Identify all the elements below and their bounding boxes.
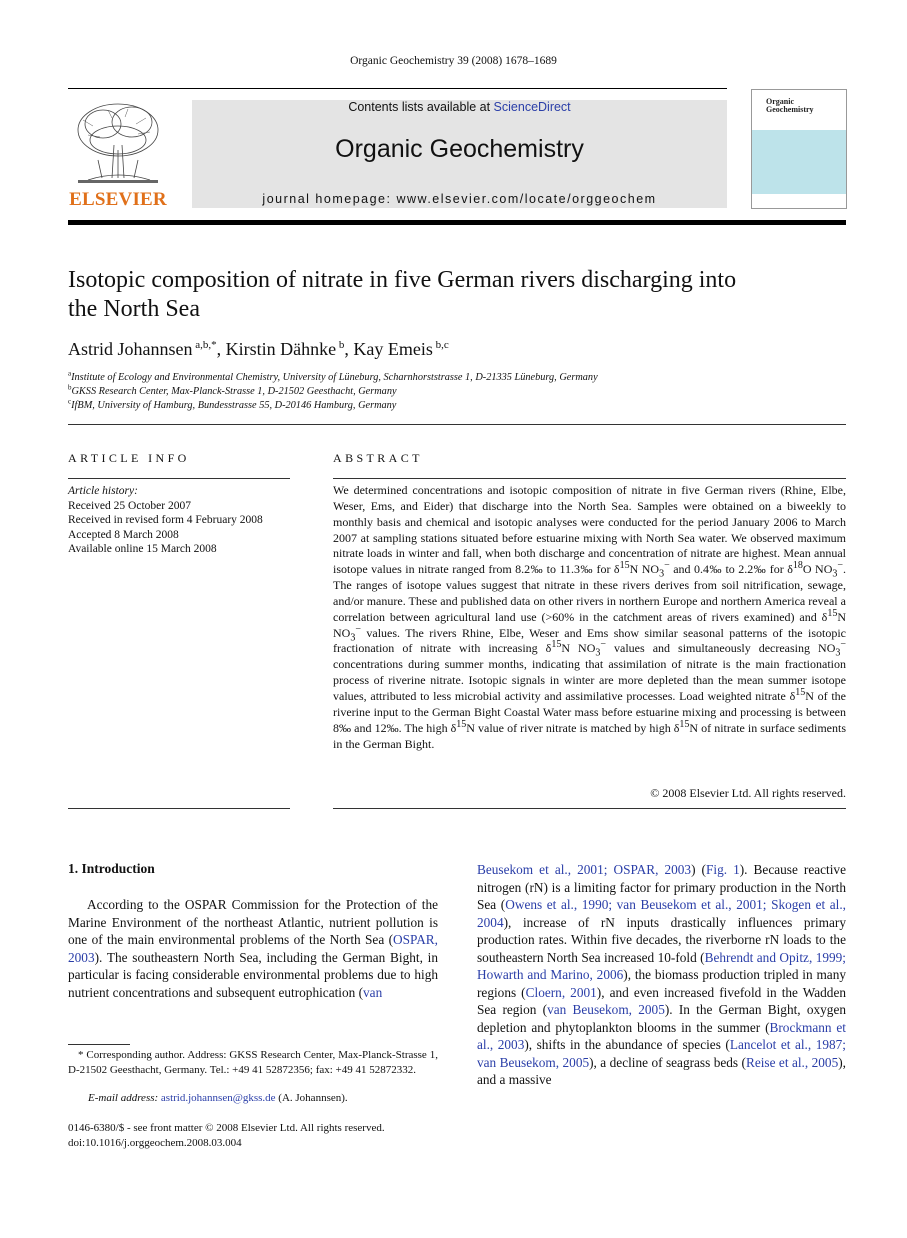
history-revised: Received in revised form 4 February 2008 <box>68 514 263 526</box>
header-top-rule <box>68 88 727 89</box>
author-name: Astrid Johannsen <box>68 339 193 359</box>
author-affiliation-marks: b,c <box>435 339 449 351</box>
intro-left-column: According to the OSPAR Commission for the Protection of the Marine Environment of the northeast Atlantic, nutrient pollution is one of the main environmental problems of the North Sea (OSPAR, 2003). The southeastern North Sea, including the German Bight, in particular is facing considerable environmental problems due to high nutrient concentrations and subsequent eutrophication (van <box>68 897 438 1000</box>
abstract-bottom-rule <box>333 808 846 809</box>
article-info-bottom-rule <box>68 808 290 809</box>
author-affiliation-marks: a,b,* <box>195 339 217 351</box>
citation-link[interactable]: Brockmann et al., 2003 <box>477 1019 846 1052</box>
journal-cover-image <box>751 89 847 209</box>
contents-line <box>192 100 727 114</box>
article-info-heading: ARTICLE INFO <box>68 451 190 465</box>
citation-link[interactable]: Owens et al., 1990; van Beusekom et al., 2001; Skogen et al., 2004 <box>477 897 847 930</box>
journal-title: Organic Geochemistry <box>335 135 584 163</box>
abstract-heading: ABSTRACT <box>333 451 423 465</box>
affiliations-divider <box>68 424 846 425</box>
citation-link[interactable]: Behrendt and Opitz, 1999; Howarth and Marino, 2006 <box>477 949 846 982</box>
citation-link[interactable]: Lancelot et al., 1987; van Beusekom, 2005 <box>477 1037 846 1070</box>
issn-line: 0146-6380/$ - see front matter © 2008 Elsevier Ltd. All rights reserved. <box>68 1122 385 1134</box>
citation-link[interactable]: Reise et al., 2005 <box>745 1054 839 1070</box>
citation-link[interactable]: OSPAR, 2003 <box>68 932 438 965</box>
elsevier-tree-logo <box>68 100 168 188</box>
abstract-rule <box>333 478 846 479</box>
contents-prefix: Contents lists available at <box>348 100 494 114</box>
journal-homepage: journal homepage: www.elsevier.com/locate/orggeochem <box>262 192 657 206</box>
affiliation-b: $^b$GKSS Research Center, Max-Planck-Strasse 1, D-21502 Geesthacht, Germany <box>68 383 397 397</box>
running-header: Organic Geochemistry 39 (2008) 1678–1689 <box>350 55 557 67</box>
history-online: Available online 15 March 2008 <box>68 543 217 555</box>
corresponding-author-footnote: * Corresponding author. Address: GKSS Research Center, Max-Planck-Strasse 1, D-21502 Geesthacht, Germany. Tel.: +49 41 52872356; fax: +49 41 52872332. <box>68 1049 438 1076</box>
author-name: Kay Emeis <box>353 339 433 359</box>
author-affiliation-marks: b <box>338 339 345 351</box>
cover-title: Organic Geochemistry <box>766 97 814 114</box>
header-bottom-rule <box>68 220 846 225</box>
doi-line: doi:10.1016/j.orggeochem.2008.03.004 <box>68 1137 242 1149</box>
footnote-rule <box>68 1044 130 1045</box>
introduction-heading: 1. Introduction <box>68 861 155 876</box>
abstract-copyright: © 2008 Elsevier Ltd. All rights reserved. <box>650 786 846 800</box>
history-accepted: Accepted 8 March 2008 <box>68 528 179 541</box>
figure-link[interactable]: Fig. 1 <box>705 862 740 877</box>
intro-right-column: Beusekom et al., 2001; OSPAR, 2003) (Fig. 1). Because reactive nitrogen (rN) is a limiting factor for primary production in the North Sea (Owens et al., 1990; van Beusekom et al., 2001; Skogen et al., 2004), increase of rN inputs drastically influences primary production rates. Within five decades, the riverborne rN loads to the southeastern North Sea increased 10-fold (Behrendt and Opitz, 1999; Howarth and Marino, 2006), the biomass production tripled in many regions (Cloern, 2001), and even increased fivefold in the Wadden Sea region (van Beusekom, 2005). In the German Bight, oxygen depletion and phytoplankton blooms in the summer (Brockmann et al., 2003), shifts in the abundance of species (Lancelot et al., 1987; van Beusekom, 2005), a decline of seagrass beds (Reise et al., 2005), and a massive <box>477 862 847 1087</box>
article-history <box>68 484 263 557</box>
citation-link[interactable]: Cloern, 2001 <box>525 984 597 1000</box>
affiliation-c: $^c$IfBM, University of Hamburg, Bundesstrasse 55, D-20146 Hamburg, Germany <box>68 397 397 411</box>
affiliation-a: $^a$Institute of Ecology and Environmental Chemistry, University of Lüneburg, Scharnhorststrasse 1, D-21335 Lüneburg, Germany <box>68 369 598 383</box>
email-link[interactable]: astrid.johannsen@gkss.de <box>160 1092 276 1104</box>
author-list: Astrid Johannsen $^{a,b,*}$, Kirstin Dähnke $^b$, Kay Emeis $^{b,c}$ <box>68 339 449 359</box>
article-title: Isotopic composition of nitrate in five German rivers discharging into the North Sea <box>68 267 737 322</box>
article-info-rule <box>68 478 290 479</box>
citation-link[interactable]: van <box>363 984 383 1000</box>
citation-link[interactable]: van Beusekom, 2005 <box>547 1002 665 1017</box>
history-received: Received 25 October 2007 <box>68 499 191 512</box>
author-name: Kirstin Dähnke <box>225 339 337 359</box>
abstract-text: We determined concentrations and isotopic composition of nitrate in five German rivers (Rhine, Elbe, Weser, Ems, and Eider) that discharge into the North Sea. Samples were obtained on a biweekly to monthly basis and chemical and isotopic analyses were conducted for the period January 2006 to March 2007 at sampling stations situated before estuarine mixing with North Sea water. We observed maximum nitrate loads in winter and fall, when both discharge and concentration of nitrate are highest. Mean annual isotope values in nitrate ranged from 8.2‰ to 11.3‰ for $\delta^{15}N$ $NO_3^-$ and 0.4‰ to 2.2‰ for $\delta^{18}O$ $NO_3^-$. The ranges of isotope values suggest that nitrate in these rivers derives from soil nitrification, sewage, and/or manure. These and published data on other rivers in northern Europe and northern America reveal a correlation between agricultural land use (>60% in the catchment areas of rivers examined) and $\delta^{15}N$ $NO_3^-$ values. The rivers Rhine, Elbe, Weser and Ems show similar seasonal patterns of the isotopic fractionation of nitrate with increasing $\delta^{15}N$ $NO_3^-$ values and simultaneously decreasing $NO_3^-$ concentrations during summer months, indicating that assimilation of nitrate is the main fractionation process of riverine nitrate. Isotopic signals in winter are more depleted than the mean summer isotope values, attributed to less microbial activity and assimilative processes. Load weighted nitrate $\delta^{15}N$ of the riverine input to the German Bight Coastal Water mass before estuarine mixing and processing is between 8‰ and 12‰. The high $\delta^{15}N$ value of river nitrate is matched by high $\delta^{15}N$ of nitrate in surface sediments in the German Bight. <box>333 483 847 751</box>
history-label: Article history: <box>68 485 138 497</box>
elsevier-wordmark: ELSEVIER <box>69 189 167 210</box>
email-footnote: E-mail address: astrid.johannsen@gkss.de (A. Johannsen). <box>88 1092 348 1104</box>
citation-link[interactable]: Beusekom et al., 2001; OSPAR, 2003 <box>477 862 692 877</box>
sciencedirect-link[interactable]: ScienceDirect <box>493 100 571 114</box>
